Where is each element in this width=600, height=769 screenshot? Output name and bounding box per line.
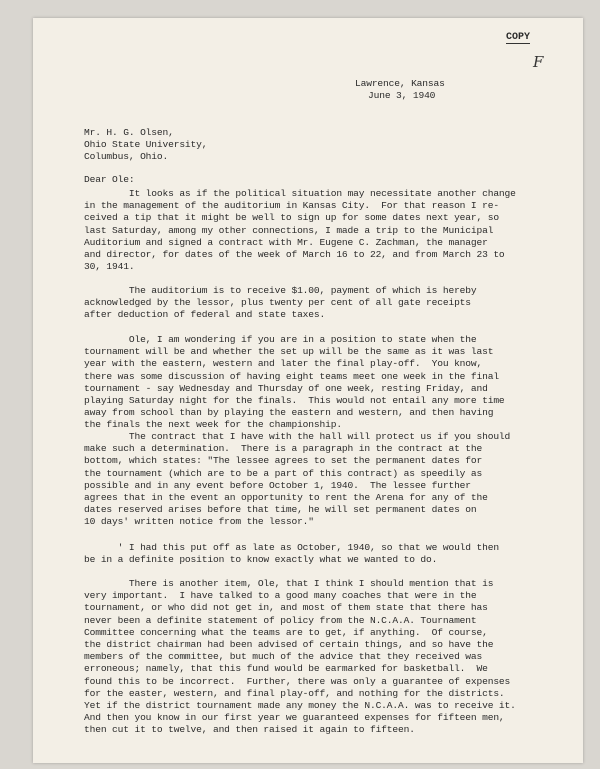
- body-line: The auditorium is to receive $1.00, payment of which is hereby: [84, 285, 477, 296]
- body-line: The contract that I have with the hall will protect us if you should: [84, 431, 511, 442]
- body-line: the tournament (which are to be a part of this contract) as speedily as: [84, 467, 483, 479]
- body-line: Yet if the district tournament made any money the N.C.A.A. was to receive it.: [84, 700, 516, 711]
- body-line: year with the eastern, western and later the final play-off. You know,: [84, 358, 483, 370]
- body-line: then cut it to twelve, and then raised it again to fifteen.: [84, 724, 415, 736]
- body-line: ' I had this put off as late as October, 1940, so that we would then: [84, 542, 499, 553]
- body-line: There is another item, Ole, that I think I should mention that is: [84, 578, 494, 589]
- body-line: playing Saturday night for the finals. This would not entail any more time: [84, 395, 505, 406]
- body-line: in the management of the auditorium in Kansas City. For that reason I re-: [84, 200, 499, 212]
- margin-mark: F: [533, 53, 544, 71]
- body-line: acknowledged by the lessor, plus twenty per cent of all gate receipts: [84, 297, 471, 309]
- body-line: Ole, I am wondering if you are in a position to state when the: [84, 334, 477, 345]
- body-line: Auditorium and signed a contract with Mr. Eugene C. Zachman, the manager: [84, 236, 488, 248]
- addressee-name: Mr. H. G. Olsen,: [84, 127, 174, 138]
- body-line: found this to be incorrect. Further, there was only a guarantee of expenses: [84, 675, 511, 687]
- body-line: It looks as if the political situation may necessitate another change: [84, 188, 516, 199]
- body-line: bottom, which states: "The lessee agrees to set the permanent dates for: [84, 455, 483, 467]
- body-line: for the easter, western, and final play-off, and nothing for the districts.: [84, 687, 505, 699]
- body-line: very important. I have talked to a good many coaches that were in the: [84, 590, 477, 602]
- body-line: erroneous; namely, that this fund would be earmarked for basketball. We: [84, 663, 488, 675]
- body-line: and director, for dates of the week of March 16 to 22, and from March 23 to: [84, 249, 505, 260]
- addressee-org: Ohio State University,: [84, 139, 208, 150]
- body-line: possible and in any event before October 1, 1940. The lessee further: [84, 479, 471, 491]
- body-line: away from school than by playing the eastern and western, and then having: [84, 407, 494, 419]
- body-line: the district chairman had been advised of certain things, and so have the: [84, 639, 494, 650]
- body-line: 30, 1941.: [84, 261, 135, 273]
- body-line: tournament - say Wednesday and Thursday of one week, resting Friday, and: [84, 382, 488, 394]
- body-line: be in a definite position to know exactly what we wanted to do.: [84, 554, 438, 566]
- body-line: the finals the next week for the championship.: [84, 419, 342, 431]
- letter-place: Lawrence, Kansas: [355, 78, 445, 89]
- body-line: And then you know in our first year we guaranteed expenses for fifteen men,: [84, 712, 505, 724]
- letter-date: June 3, 1940: [368, 90, 436, 101]
- copy-stamp: COPY: [506, 32, 531, 43]
- body-line: agrees that in the event an opportunity to rent the Arena for any of the: [84, 492, 488, 503]
- body-line: ceived a tip that it might be well to sign up for some dates next year, so: [84, 212, 499, 224]
- body-line: members of the committee, but much of the advice that they received was: [84, 651, 483, 663]
- body-line: never been a definite statement of policy from the N.C.A.A. Tournament: [84, 614, 477, 626]
- body-line: after deduction of federal and state taxes.: [84, 309, 326, 321]
- addressee-city: Columbus, Ohio.: [84, 151, 169, 162]
- body-line: dates reserved arises before that time, he will set permanent dates on: [84, 504, 477, 516]
- body-line: make such a determination. There is a paragraph in the contract at the: [84, 443, 483, 455]
- body-line: Committee concerning what the teams are to get, if anything. Of course,: [84, 626, 488, 638]
- body-line: 10 days' written notice from the lessor.": [84, 516, 314, 528]
- body-line: tournament, or who did not get in, and most of them state that there has: [84, 602, 488, 614]
- salutation: Dear Ole:: [84, 174, 135, 185]
- body-line: last Saturday, among my other connections, I made a trip to the Municipal: [84, 224, 494, 236]
- body-line: there was some discussion of having eight teams meet one week in the final: [84, 370, 499, 382]
- body-line: tournament will be and whether the set up will be the same as it was last: [84, 346, 494, 358]
